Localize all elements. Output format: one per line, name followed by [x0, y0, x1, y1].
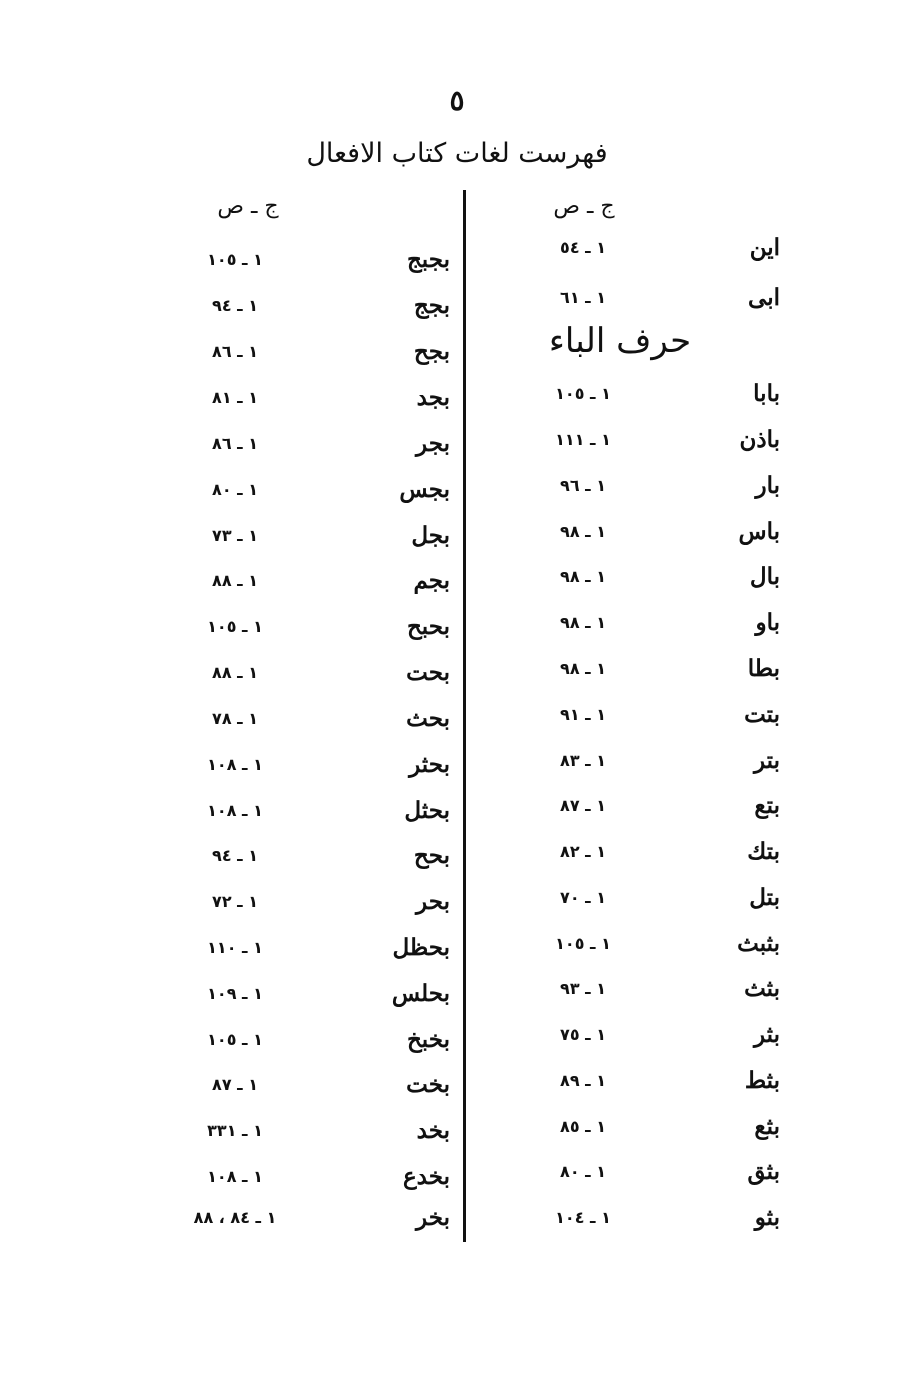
entry-reference: ١ ـ ٧٣ [212, 526, 258, 545]
entry-reference: ١ ـ ١٠٥ [207, 617, 263, 636]
entry-word: بجد [416, 384, 450, 411]
entry-reference: ١ ـ ٧٠ [560, 888, 606, 907]
entry-reference: ١ ـ ٧٥ [560, 1025, 606, 1044]
entry-reference: ١ ـ ٩٨ [560, 567, 606, 586]
entry-reference: ١ ـ ١٠٥ [207, 250, 263, 269]
entry-reference: ١ ـ ٩٦ [560, 476, 606, 495]
entry-word: بخبخ [406, 1026, 450, 1053]
column-header-right: ج ـ ص [553, 194, 615, 219]
entry-word: بار [755, 472, 780, 499]
entry-word: بثط [744, 1067, 780, 1094]
entry-word: بخد [416, 1117, 450, 1144]
entry-reference: ١ ـ ١١١ [555, 430, 611, 449]
entry-reference: ١ ـ ٣٣١ [207, 1121, 263, 1140]
entry-word: بثث [744, 975, 780, 1002]
entry-word: بحثر [409, 751, 450, 778]
entry-reference: ١ ـ ١٠٨ [207, 801, 263, 820]
entry-reference: ١ ـ ٨٦ [212, 342, 258, 361]
entry-reference: ١ ـ ١٠٥ [555, 384, 611, 403]
entry-word: بحر [416, 888, 450, 915]
entry-reference: ١ ـ ٨٨ [212, 663, 258, 682]
entry-word: بجس [399, 476, 450, 503]
entry-reference: ١ ـ ١٠٥ [555, 934, 611, 953]
entry-reference: ١ ـ ٨٩ [560, 1071, 606, 1090]
entry-reference: ١ ـ ٩٣ [560, 979, 606, 998]
entry-reference: ١ ـ ١٠٥ [207, 1030, 263, 1049]
entry-word: باس [738, 518, 780, 545]
entry-word: بحبح [406, 613, 450, 640]
entry-word: اين [749, 234, 780, 261]
page-title: فهرست لغات كتاب الافعال [306, 138, 608, 169]
entry-reference: ١ ـ ٨٠ [560, 1162, 606, 1181]
entry-reference: ١ ـ ٩٨ [560, 522, 606, 541]
entry-word: بتك [747, 838, 780, 865]
entry-reference: ١ ـ ١١٠ [207, 938, 263, 957]
entry-reference: ١ ـ ٧٨ [212, 709, 258, 728]
entry-reference: ١ ـ ١٠٨ [207, 1167, 263, 1186]
entry-word: بثر [753, 1021, 780, 1048]
entry-reference: ١ ـ ٦١ [560, 288, 606, 307]
entry-reference: ١ ـ ٩٨ [560, 659, 606, 678]
entry-reference: ١ ـ ٩٨ [560, 613, 606, 632]
entry-reference: ١ ـ ٨٥ [560, 1117, 606, 1136]
entry-reference: ١ ـ ٨٢ [560, 842, 606, 861]
entry-reference: ١ ـ ٨١ [212, 388, 258, 407]
entry-reference: ١ ـ ٥٤ [560, 238, 606, 257]
entry-word: بخت [406, 1071, 450, 1098]
entry-word: بجر [416, 430, 450, 457]
entry-word: باو [755, 609, 780, 636]
column-header-left: ج ـ ص [217, 194, 279, 219]
entry-word: بطا [747, 655, 780, 682]
entry-reference: ١ ـ ٨٠ [212, 480, 258, 499]
entry-word: بحت [406, 659, 450, 686]
section-heading: حرف الباء [548, 321, 692, 361]
entry-word: بتع [754, 792, 780, 819]
entry-word: بجبج [406, 246, 450, 273]
entry-word: بثق [747, 1158, 780, 1185]
entry-word: بخدع [402, 1163, 450, 1190]
entry-reference: ١ ـ ٨٧ [560, 796, 606, 815]
entry-word: بابا [753, 380, 780, 407]
entry-reference: ١ ـ ١٠٨ [207, 755, 263, 774]
entry-reference: ١ ـ ٨٨ [212, 571, 258, 590]
entry-word: بحثل [404, 797, 450, 824]
entry-word: بحلس [391, 980, 450, 1007]
entry-reference: ١ ـ ٩٤ [212, 296, 258, 315]
entry-word: باذن [739, 426, 780, 453]
entry-reference: ١ ـ ١٠٩ [207, 984, 263, 1003]
entry-reference: ١ ـ ١٠٤ [555, 1208, 611, 1227]
entry-word: بجح [413, 338, 450, 365]
entry-reference: ١ ـ ٩١ [560, 705, 606, 724]
entry-word: بال [749, 563, 780, 590]
entry-reference: ١ ـ ٩٤ [212, 846, 258, 865]
entry-word: بتر [753, 747, 780, 774]
entry-word: ابى [748, 284, 780, 311]
entry-reference: ١ ـ ٨٧ [212, 1075, 258, 1094]
entry-word: بجل [411, 522, 450, 549]
entry-reference: ١ ـ ٧٢ [212, 892, 258, 911]
entry-word: بثبث [737, 930, 780, 957]
entry-word: بثع [754, 1113, 780, 1140]
entry-word: بتت [744, 701, 780, 728]
entry-word: بجج [413, 292, 450, 319]
entry-reference: ١ ـ ٨٦ [212, 434, 258, 453]
entry-reference: ١ ـ ٨٤ ، ٨٨ [193, 1208, 277, 1227]
entry-word: بثو [754, 1204, 780, 1231]
entry-word: بخر [416, 1204, 450, 1231]
entry-reference: ١ ـ ٨٣ [560, 751, 606, 770]
entry-word: بجم [413, 567, 450, 594]
entry-word: بتل [749, 884, 780, 911]
entry-word: بحظل [392, 934, 450, 961]
entry-word: بحح [413, 842, 450, 869]
entry-word: بحث [406, 705, 450, 732]
page-number: ٥ [449, 84, 465, 117]
